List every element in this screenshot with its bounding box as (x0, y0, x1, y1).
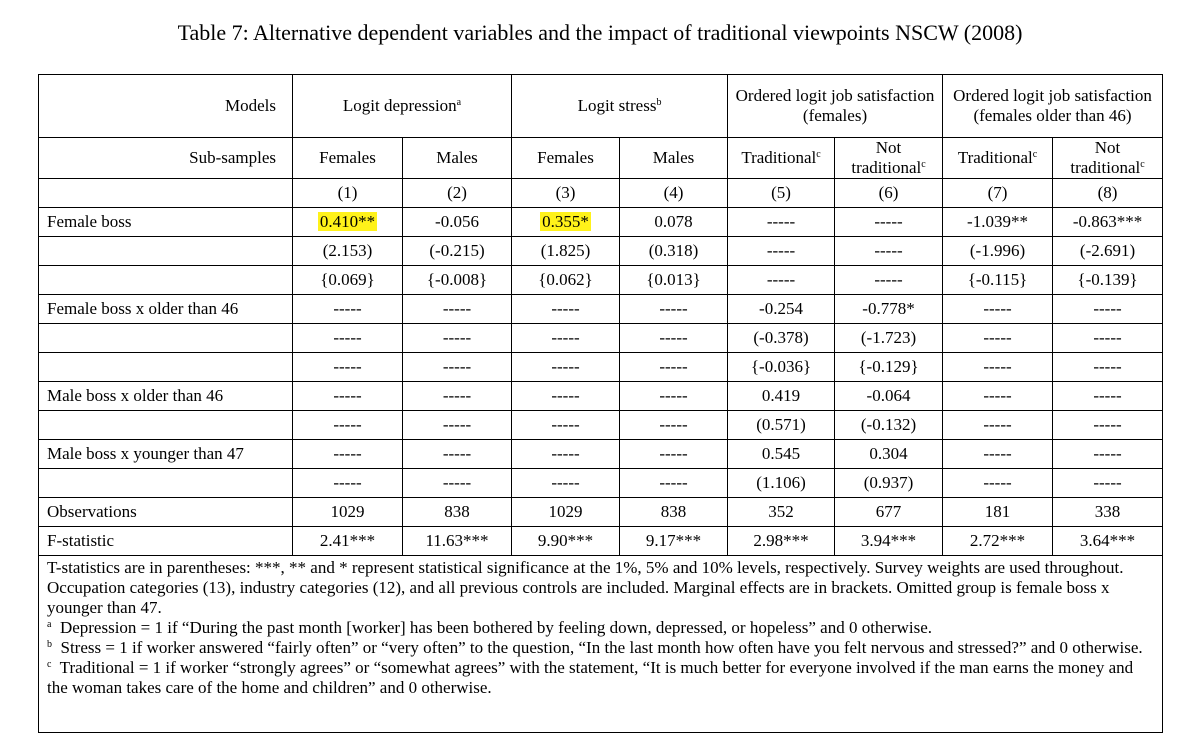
column-number: (3) (512, 179, 620, 208)
logit-stress-header: Logit stress$^b$ (512, 75, 728, 138)
table-row (39, 237, 1163, 266)
table-row (39, 527, 1163, 556)
subsample-males: Males (403, 138, 512, 179)
table-cell: (-2.691) (1053, 237, 1163, 266)
note-b: $^b$ Stress = 1 if worker answered “fairly often” or “very often” to the question, “In the last month how often have you felt nervous and stressed?” and 0 otherwise. (47, 638, 1143, 657)
table-cell: ----- (835, 266, 943, 295)
row-label: Female boss (39, 208, 293, 237)
table-cell: ----- (1053, 353, 1163, 382)
highlighted-value: 0.410** (319, 212, 376, 231)
highlighted-value: 0.355* (542, 212, 589, 231)
table-cell: (1.106) (728, 469, 835, 498)
table-cell: ----- (943, 469, 1053, 498)
table-cell: ----- (512, 469, 620, 498)
table-cell: 1029 (293, 498, 403, 527)
table-title: Table 7: Alternative dependent variables and the impact of traditional viewpoints NSCW (2008) (177, 20, 1023, 45)
table-cell: -1.039** (943, 208, 1053, 237)
table-cell: 2.41*** (293, 527, 403, 556)
subsample-females: Females (512, 138, 620, 179)
table-cell: {0.069} (293, 266, 403, 295)
table-cell: -0.778* (835, 295, 943, 324)
table-cell: 9.90*** (512, 527, 620, 556)
table-cell (512, 208, 620, 237)
models-label: Models (39, 75, 293, 138)
subsamples-label: Sub-samples (39, 138, 293, 179)
notes-row (39, 556, 1163, 733)
subsample-not-traditional: Not traditional$^c$ (835, 138, 943, 179)
table-cell: -0.254 (728, 295, 835, 324)
table-cell: ----- (1053, 382, 1163, 411)
column-number: (1) (293, 179, 403, 208)
subsample-males: Males (620, 138, 728, 179)
note-main: T-statistics are in parentheses: ***, ** and * represent statistical significance at the 1%, 5% and 10% levels, respectively. Survey weights are used throughout. Occupation categories (13), industry categories (12), and all previous controls are included. Marginal effects are in brackets. Omitted group is female boss x younger than 47. (47, 558, 1124, 617)
header-row-models (39, 75, 1163, 138)
row-label (39, 237, 293, 266)
table-cell: ----- (728, 266, 835, 295)
ordered-logit-females-older-header: Ordered logit job satisfaction (females older than 46) (943, 75, 1163, 138)
table-cell: 3.64*** (1053, 527, 1163, 556)
table-cell: ----- (943, 440, 1053, 469)
row-label: Female boss x older than 46 (39, 295, 293, 324)
table-cell: ----- (943, 353, 1053, 382)
header-row-subsamples (39, 138, 1163, 179)
table-cell: ----- (1053, 295, 1163, 324)
table-cell: ----- (403, 411, 512, 440)
table-cell: ----- (512, 324, 620, 353)
table-cell: ----- (943, 324, 1053, 353)
subsample-not-traditional: Not traditional$^c$ (1053, 138, 1163, 179)
subsample-traditional: Traditional$^c$ (728, 138, 835, 179)
table-cell: ----- (728, 208, 835, 237)
table-cell: ----- (293, 440, 403, 469)
table-cell: ----- (1053, 324, 1163, 353)
table-cell: 2.98*** (728, 527, 835, 556)
table-cell: ----- (728, 237, 835, 266)
row-label (39, 469, 293, 498)
note-c: $^c$ Traditional = 1 if worker “strongly agrees” or “somewhat agrees” with the statement, “It is much better for everyone involved if the man earns the money and the woman takes care of the home and children” and 0 otherwise. (47, 658, 1134, 697)
table-cell: ----- (403, 469, 512, 498)
table-cell: (0.571) (728, 411, 835, 440)
table-cell: 838 (620, 498, 728, 527)
table-cell: ----- (620, 411, 728, 440)
row-label: Male boss x older than 46 (39, 382, 293, 411)
table-cell: {0.013} (620, 266, 728, 295)
table-cell: (-1.723) (835, 324, 943, 353)
table-cell: ----- (943, 411, 1053, 440)
table-cell: 181 (943, 498, 1053, 527)
column-number: (2) (403, 179, 512, 208)
row-label (39, 353, 293, 382)
table-row (39, 208, 1163, 237)
table-cell: -0.064 (835, 382, 943, 411)
table-cell: ----- (835, 208, 943, 237)
table-cell: 0.545 (728, 440, 835, 469)
table-cell: (2.153) (293, 237, 403, 266)
table-cell: ----- (512, 295, 620, 324)
subsample-females: Females (293, 138, 403, 179)
table-cell: ----- (620, 469, 728, 498)
table-cell: {-0.115} (943, 266, 1053, 295)
table-row (39, 353, 1163, 382)
table-cell: {-0.129} (835, 353, 943, 382)
table-cell: ----- (293, 324, 403, 353)
subsample-traditional: Traditional$^c$ (943, 138, 1053, 179)
ordered-logit-females-header: Ordered logit job satisfaction (females) (728, 75, 943, 138)
table-cell: (-0.215) (403, 237, 512, 266)
table-row (39, 295, 1163, 324)
table-cell: ----- (512, 411, 620, 440)
table-row (39, 498, 1163, 527)
table-row (39, 440, 1163, 469)
table-row (39, 324, 1163, 353)
table-cell: {-0.008} (403, 266, 512, 295)
note-a: $^a$ Depression = 1 if “During the past month [worker] has been bothered by feeling down, depressed, or hopeless” and 0 otherwise. (47, 618, 933, 637)
column-number: (8) (1053, 179, 1163, 208)
logit-depression-header: Logit depression$^a$ (293, 75, 512, 138)
table-body (39, 208, 1163, 556)
table-cell: ----- (403, 295, 512, 324)
table-cell: ----- (620, 382, 728, 411)
table-row (39, 469, 1163, 498)
table-cell: ----- (512, 440, 620, 469)
column-number: (4) (620, 179, 728, 208)
table-cell: (0.937) (835, 469, 943, 498)
table-cell (293, 208, 403, 237)
table-cell: (-1.996) (943, 237, 1053, 266)
table-cell: 11.63*** (403, 527, 512, 556)
table-cell: 0.304 (835, 440, 943, 469)
table-cell: ----- (293, 382, 403, 411)
table-row (39, 382, 1163, 411)
table-cell: ----- (943, 295, 1053, 324)
table-cell: ----- (512, 353, 620, 382)
table-cell: 3.94*** (835, 527, 943, 556)
table-cell: (-0.132) (835, 411, 943, 440)
column-number: (5) (728, 179, 835, 208)
row-label: F-statistic (39, 527, 293, 556)
row-label: Observations (39, 498, 293, 527)
row-label (39, 411, 293, 440)
row-label: Male boss x younger than 47 (39, 440, 293, 469)
table-cell: -0.056 (403, 208, 512, 237)
table-cell: ----- (620, 324, 728, 353)
table-cell: ----- (293, 469, 403, 498)
table-cell: {0.062} (512, 266, 620, 295)
table-cell: 0.078 (620, 208, 728, 237)
regression-table (38, 74, 1163, 733)
table-cell: ----- (403, 382, 512, 411)
table-cell: 9.17*** (620, 527, 728, 556)
table-cell: ----- (1053, 411, 1163, 440)
table-cell: {-0.139} (1053, 266, 1163, 295)
table-cell: 0.419 (728, 382, 835, 411)
table-cell: 2.72*** (943, 527, 1053, 556)
table-cell: ----- (620, 353, 728, 382)
table-cell: 1029 (512, 498, 620, 527)
table-row (39, 411, 1163, 440)
table-cell: ----- (620, 440, 728, 469)
table-cell: ----- (943, 382, 1053, 411)
table-cell: ----- (293, 353, 403, 382)
table-cell: ----- (293, 295, 403, 324)
table-cell: 352 (728, 498, 835, 527)
table-cell: ----- (835, 237, 943, 266)
table-cell: ----- (403, 324, 512, 353)
table-cell: (0.318) (620, 237, 728, 266)
table-cell: ----- (620, 295, 728, 324)
table-cell: ----- (403, 440, 512, 469)
table-row (39, 266, 1163, 295)
row-label (39, 324, 293, 353)
column-number: (7) (943, 179, 1053, 208)
table-cell: 838 (403, 498, 512, 527)
table-notes (39, 556, 1163, 733)
column-number-row (39, 179, 1163, 208)
blank-cell (39, 179, 293, 208)
table-cell: ----- (293, 411, 403, 440)
column-number: (6) (835, 179, 943, 208)
table-cell: ----- (403, 353, 512, 382)
table-cell: 338 (1053, 498, 1163, 527)
table-cell: ----- (1053, 440, 1163, 469)
table-cell: ----- (1053, 469, 1163, 498)
table-cell: {-0.036} (728, 353, 835, 382)
row-label (39, 266, 293, 295)
table-cell: (1.825) (512, 237, 620, 266)
table-cell: 677 (835, 498, 943, 527)
table-cell: ----- (512, 382, 620, 411)
table-cell: (-0.378) (728, 324, 835, 353)
table-cell: -0.863*** (1053, 208, 1163, 237)
